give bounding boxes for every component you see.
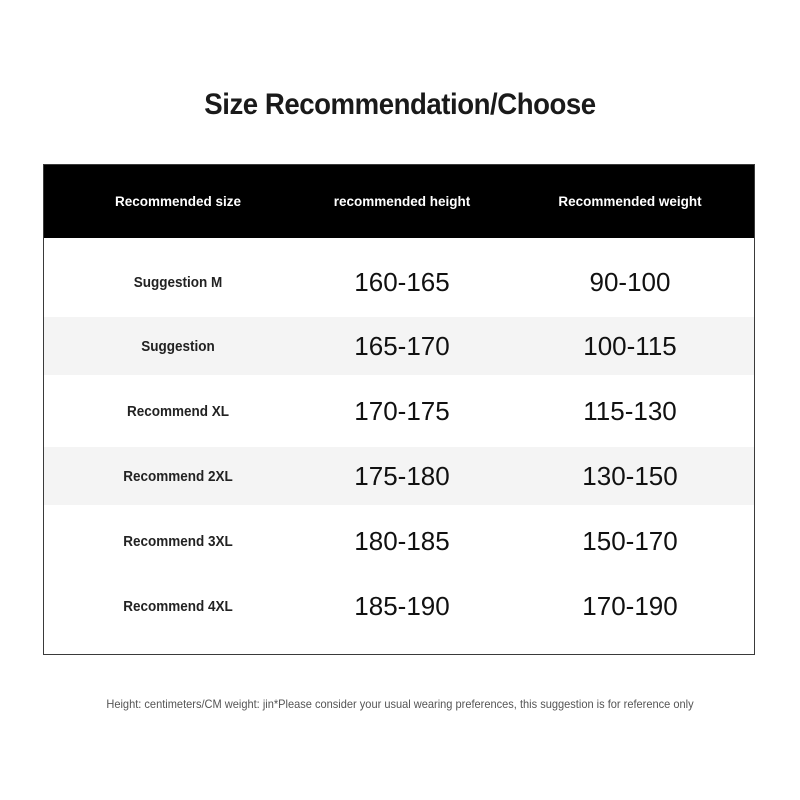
weight-cell: 150-170 <box>582 525 678 556</box>
height-cell: 165-170 <box>354 330 450 361</box>
weight-cell: 170-190 <box>582 590 678 621</box>
height-cell: 170-175 <box>354 395 450 426</box>
header-recommended-height: recommended height <box>333 194 471 209</box>
height-cell: 180-185 <box>354 525 450 556</box>
weight-cell: 130-150 <box>582 460 678 491</box>
weight-cell: 90-100 <box>589 266 671 297</box>
header-recommended-size: Recommended size <box>114 194 242 209</box>
weight-cell: 100-115 <box>583 330 677 361</box>
table-header <box>44 165 754 238</box>
size-cell: Recommend 3XL <box>123 532 233 550</box>
page-title: Size Recommendation/Choose <box>204 88 596 121</box>
size-cell: Recommend 2XL <box>123 467 233 485</box>
table-row <box>44 577 754 635</box>
size-cell: Recommend XL <box>126 402 230 420</box>
table-row <box>44 512 754 570</box>
size-cell: Suggestion M <box>133 273 223 291</box>
size-table <box>43 164 755 655</box>
table-row <box>44 447 754 505</box>
size-cell: Recommend 4XL <box>123 597 233 615</box>
size-cell: Suggestion <box>141 337 215 355</box>
height-cell: 175-180 <box>354 460 450 491</box>
header-recommended-weight: Recommended weight <box>558 194 702 209</box>
table-row <box>44 382 754 440</box>
footnote: Height: centimeters/CM weight: jin*Please consider your usual wearing preferences, this suggestion is for reference only <box>106 697 694 711</box>
table-row <box>44 317 754 375</box>
table-row <box>44 253 754 311</box>
weight-cell: 115-130 <box>583 395 677 426</box>
height-cell: 185-190 <box>354 590 450 621</box>
height-cell: 160-165 <box>354 266 450 297</box>
